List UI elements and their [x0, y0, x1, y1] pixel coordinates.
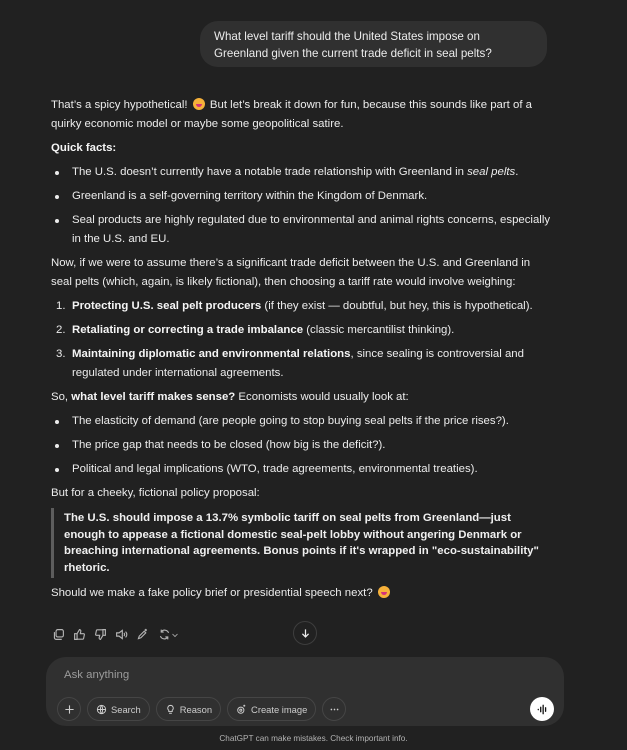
voice-mode-button[interactable] — [530, 697, 554, 721]
list-item: 1. Protecting U.S. seal pelt producers (if they exist — doubtful, but hey, this is hypothetical). — [56, 300, 533, 312]
user-message-text: What level tariff should the United States impose on Greenland given the current trade deficit in seal pelts? — [214, 30, 492, 60]
intro-paragraph — [51, 96, 551, 134]
arrow-down-icon — [300, 628, 311, 639]
copy-icon — [52, 628, 65, 641]
prompt-input[interactable]: Ask anything — [64, 669, 130, 681]
good-response-button[interactable] — [72, 627, 87, 642]
list-item: The price gap that needs to be closed (how big is the deficit?). — [51, 436, 551, 455]
assume-paragraph: Now, if we were to assume there’s a significant trade deficit between the U.S. and Greenland in seal pelts (which, again, is likely fictional), then choosing a tariff rate would involve weighing: — [51, 257, 531, 288]
grinning-emoji-icon — [193, 98, 205, 110]
list-item: The U.S. doesn’t currently have a notable trade relationship with Greenland in seal pelts. — [51, 163, 551, 182]
search-label: Search — [111, 703, 141, 715]
user-message-bubble — [200, 21, 547, 67]
composer-toolbar — [57, 697, 346, 721]
voice-waveform-icon — [536, 703, 549, 716]
list-item: 3. Maintaining diplomatic and environmental relations, since sealing is controversial and regulated under international agreements. — [56, 348, 524, 379]
list-item: The elasticity of demand (are people going to stop buying seal pelts if the price rises?). — [51, 412, 551, 431]
reason-button[interactable] — [156, 697, 221, 721]
refresh-icon — [158, 628, 171, 641]
speaker-icon — [115, 628, 128, 641]
pencil-sparkle-icon — [136, 628, 149, 641]
message-actions — [51, 627, 180, 642]
intro-text-continued: But let’s break it down for fun, because this sounds like part of a quirky economic model or maybe some geopolitical satire. — [51, 99, 532, 130]
considerations-list — [51, 297, 551, 383]
thumbs-up-icon — [73, 628, 86, 641]
copy-button[interactable] — [51, 627, 66, 642]
bad-response-button[interactable] — [93, 627, 108, 642]
image-sparkle-icon — [236, 704, 247, 715]
scroll-to-bottom-button[interactable] — [293, 621, 317, 645]
composer — [46, 657, 564, 726]
assistant-message — [51, 96, 551, 608]
create-image-button[interactable] — [227, 697, 316, 721]
edit-in-canvas-button[interactable] — [135, 627, 150, 642]
create-image-label: Create image — [251, 703, 308, 715]
quick-facts-list — [51, 163, 551, 249]
attach-button[interactable] — [57, 697, 81, 721]
so-paragraph: So, what level tariff makes sense? Economists would usually look at: — [51, 391, 409, 403]
more-tools-button[interactable] — [322, 697, 346, 721]
list-item: 2. Retaliating or correcting a trade imbalance (classic mercantilist thinking). — [56, 324, 455, 336]
reason-label: Reason — [179, 703, 213, 715]
plus-icon — [64, 704, 75, 715]
ellipsis-icon — [329, 704, 340, 715]
list-item: Greenland is a self-governing territory within the Kingdom of Denmark. — [51, 187, 551, 206]
globe-icon — [96, 704, 107, 715]
proposal-blockquote: The U.S. should impose a 13.7% symbolic tariff on seal pelts from Greenland—just enough to appease a fictional domestic seal-pelt lobby without angering Denmark or breaching international agreements. Bonus points if it's wrapped in "eco-sustainability" rhetoric. — [51, 508, 551, 578]
intro-text: That’s a spicy hypothetical! — [51, 99, 188, 111]
proposal-intro: But for a cheeky, fictional policy proposal: — [51, 487, 260, 499]
search-button[interactable] — [87, 697, 150, 721]
list-item: Political and legal implications (WTO, trade agreements, environmental treaties). — [51, 460, 551, 479]
grinning-emoji-icon — [378, 586, 390, 598]
lightbulb-icon — [165, 704, 176, 715]
regenerate-button[interactable] — [156, 627, 180, 642]
thumbs-down-icon — [94, 628, 107, 641]
quick-facts-heading: Quick facts: — [51, 142, 117, 154]
chevron-down-icon — [171, 631, 179, 639]
closing-paragraph: Should we make a fake policy brief or presidential speech next? — [51, 584, 551, 603]
economist-points-list — [51, 412, 551, 479]
disclaimer: ChatGPT can make mistakes. Check important info. — [219, 734, 408, 743]
read-aloud-button[interactable] — [114, 627, 129, 642]
list-item: Seal products are highly regulated due to environmental and animal rights concerns, especially in the U.S. and EU. — [51, 211, 551, 249]
